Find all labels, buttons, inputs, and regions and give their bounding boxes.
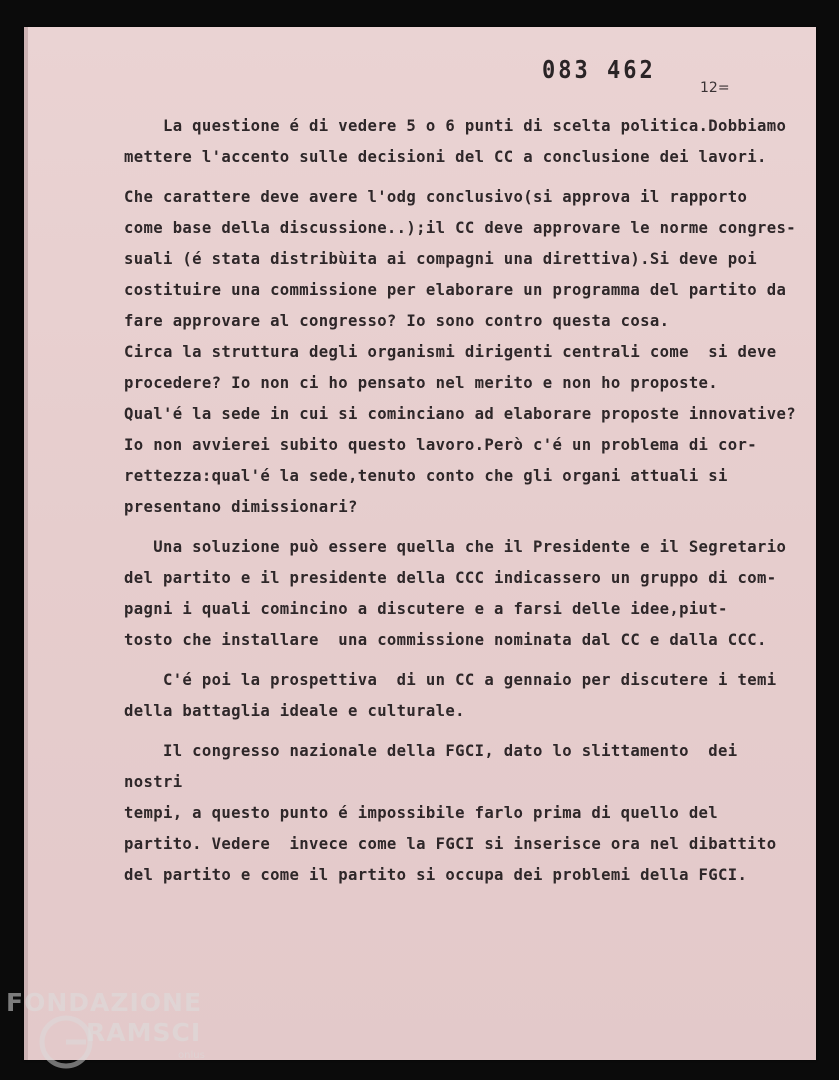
paragraph-5: Il congresso nazionale della FGCI, dato lo slittamento dei nostri tempi, a questo punto é impossibile farlo prima di quello del partito. Vedere invece come la FGCI si inserisce ora nel dibattito del partito e come il partito si occupa dei problemi della FGCI.: [124, 742, 777, 884]
watermark-line1: FONDAZIONE: [6, 988, 203, 1017]
paragraph-4: C'é poi la prospettiva di un CC a gennaio per discutere i temi della battaglia ideale e culturale.: [124, 671, 777, 720]
page-number: 12=: [700, 80, 730, 96]
watermark-line2: RAMSCI: [86, 1018, 202, 1047]
archive-number: 083 462: [542, 56, 656, 85]
page-edge: [24, 27, 28, 1060]
fondazione-gramsci-watermark: [6, 988, 226, 1078]
paragraph-2: Che carattere deve avere l'odg conclusivo(si approva il rapporto come base della discussione..);il CC deve approvare le norme congres- suali (é stata distribùita ai compagni una direttiva).Si deve poi costituire una commissione per elaborare un programma del partito da fare approvare al congresso? Io sono contro questa cosa. Circa la struttura degli organismi dirigenti centrali come si deve procedere? Io non ci ho pensato nel merito e non ho proposte. Qual'é la sede in cui si cominciano ad elaborare proposte innovative? Io non avvierei subito questo lavoro.Però c'é un problema di cor- rettezza:qual'é la sede,tenuto conto che gli organi attuali si presentano dimissionari?: [124, 188, 796, 516]
paragraph-1: La questione é di vedere 5 o 6 punti di scelta politica.Dobbiamo mettere l'accento sulle decisioni del CC a conclusione dei lavori.: [124, 117, 787, 166]
document-body: [124, 111, 800, 891]
watermark-suffix: onlus: [178, 1050, 205, 1061]
paragraph-3: Una soluzione può essere quella che il Presidente e il Segretario del partito e il presidente della CCC indicassero un gruppo di com- pagni i quali comincino a discutere e a farsi delle idee,piut- tosto che installare una commissione nominata dal CC e dalla CCC.: [124, 538, 787, 649]
